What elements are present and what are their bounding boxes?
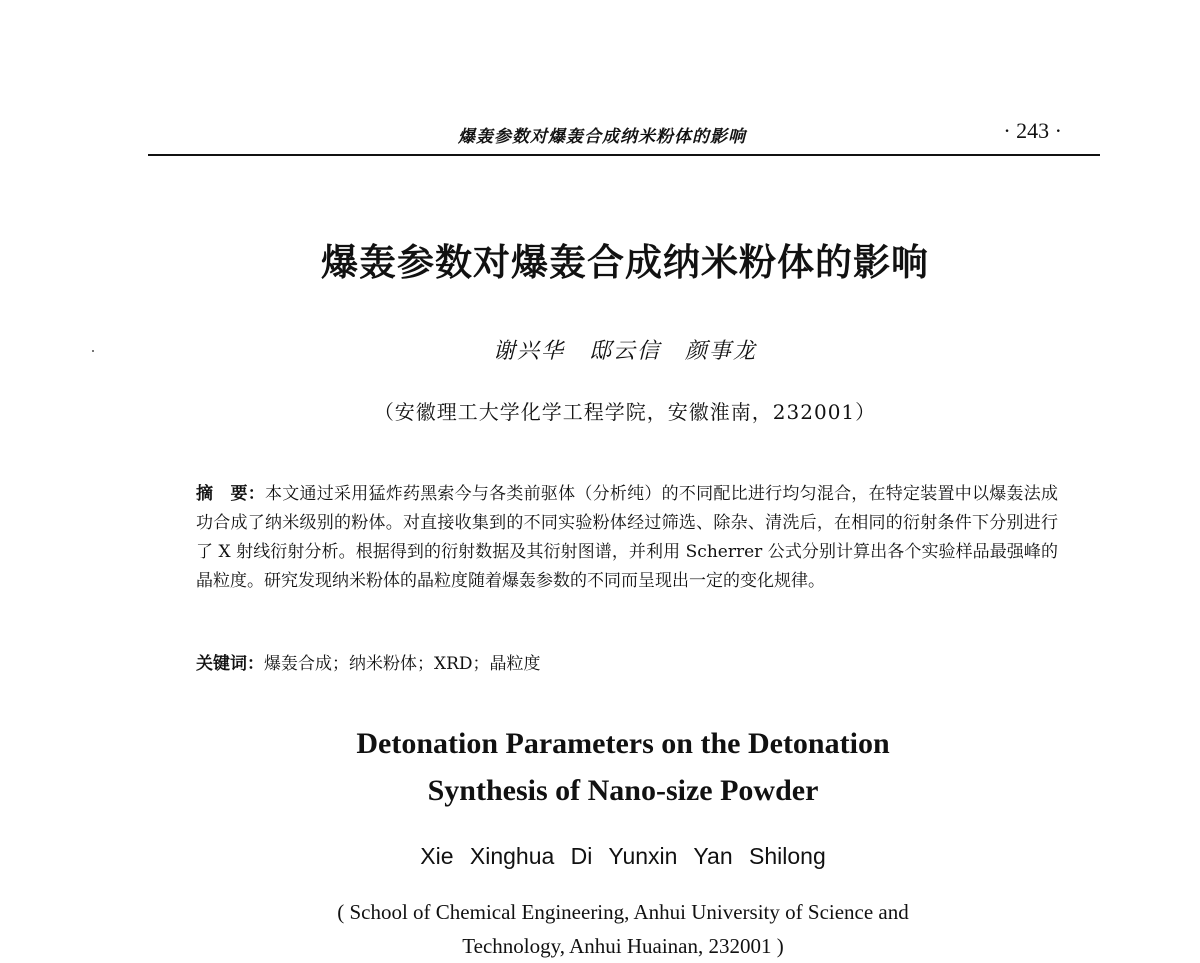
english-title-line-2: Synthesis of Nano-size Powder <box>427 774 819 807</box>
english-affiliation-line-2: Technology, Anhui Huainan, 232001 ) <box>462 934 784 958</box>
running-title: 爆轰参数对爆轰合成纳米粉体的影响 <box>458 127 746 147</box>
chinese-keywords <box>196 650 1058 678</box>
english-authors: Xie Xinghua Di Yunxin Yan Shilong <box>420 843 826 869</box>
keywords-label: 关键词： <box>196 654 264 674</box>
page-number: · 243 · <box>1003 118 1062 143</box>
chinese-abstract <box>196 480 1058 596</box>
chinese-title: 爆轰参数对爆轰合成纳米粉体的影响 <box>321 240 929 284</box>
chinese-affiliation: （安徽理工大学化学工程学院，安徽淮南，232001） <box>373 400 877 424</box>
english-title-line-1: Detonation Parameters on the Detonation <box>356 727 890 760</box>
running-header <box>148 118 1100 156</box>
english-affiliation <box>0 895 1200 963</box>
abstract-label: 摘 要： <box>196 484 265 504</box>
english-affiliation-line-1: ( School of Chemical Engineering, Anhui University of Science and <box>337 900 909 924</box>
english-title <box>0 720 1200 814</box>
abstract-text: 本文通过采用猛炸药黑索今与各类前驱体（分析纯）的不同配比进行均匀混合，在特定装置中以爆轰法成功合成了纳米级别的粉体。对直接收集到的不同实验粉体经过筛选、除杂、清洗后，在相同的衍射条件下分别进行了 X 射线衍射分析。根据得到的衍射数据及其衍射图谱，并利用 Scherrer 公式分别计算出各个实验样品最强峰的晶粒度。研究发现纳米粉体的晶粒度随着爆轰参数的不同而呈现出一定的变化规律。 <box>196 484 1059 591</box>
keywords-text: 爆轰合成；纳米粉体；XRD；晶粒度 <box>264 654 541 674</box>
chinese-authors: 谢兴华 邸云信 颜事龙 <box>492 339 757 364</box>
